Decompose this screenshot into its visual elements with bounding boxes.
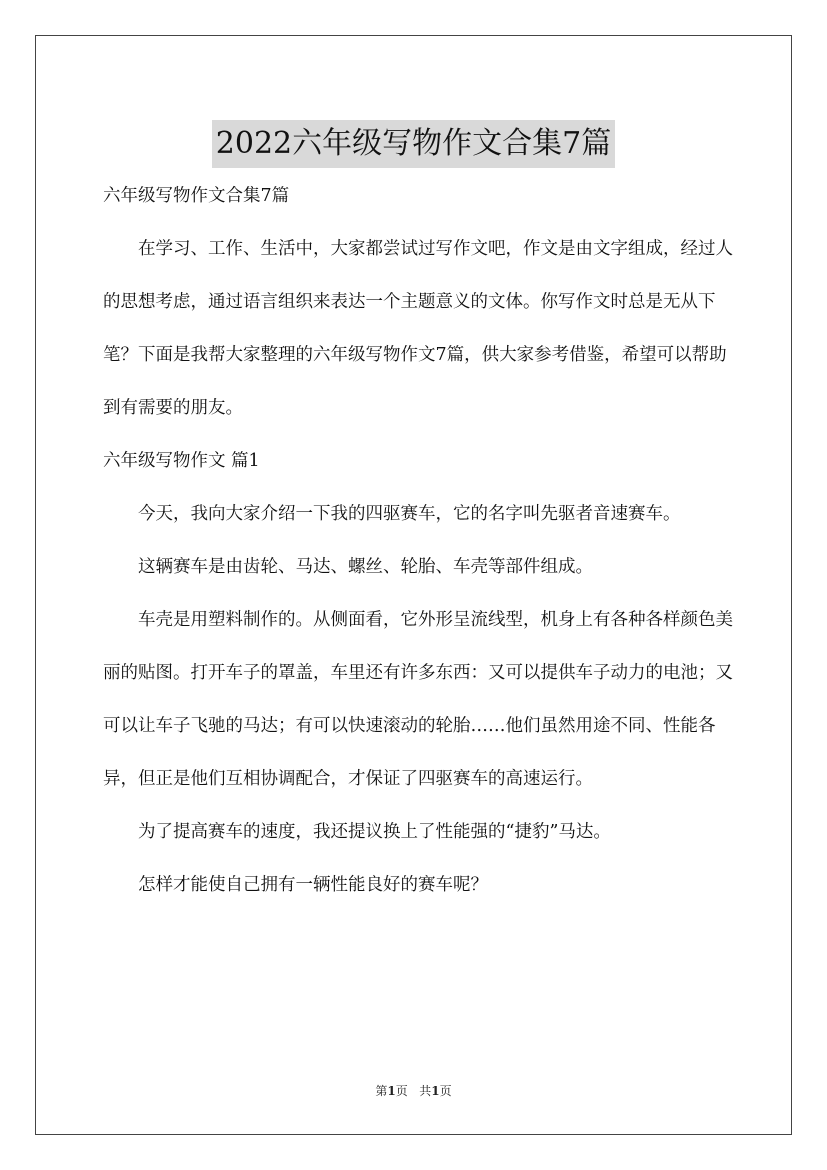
section-heading: 六年级写物作文 篇1: [103, 451, 260, 471]
document-title: 2022六年级写物作文合集7篇: [212, 120, 615, 168]
document-body: [103, 170, 733, 912]
paragraph: 六年级写物作文合集7篇: [103, 186, 290, 206]
paragraph: 车壳是用塑料制作的。从侧面看，它外形呈流线型，机身上有各种各样颜色美丽的贴图。打开车子的罩盖，车里还有许多东西：又可以提供车子动力的电池；又可以让车子飞驰的马达；有可以快速滚动的轮胎……他们虽然用途不同、性能各异，但正是他们互相协调配合，才保证了四驱赛车的高速运行。: [103, 610, 733, 789]
page-prefix: 第: [375, 1084, 388, 1098]
page-footer: [0, 1083, 827, 1099]
page-suffix: 页: [395, 1084, 408, 1098]
total-suffix: 页: [439, 1084, 452, 1098]
paragraph: 为了提高赛车的速度，我还提议换上了性能强的“捷豹”马达。: [138, 822, 611, 842]
page-number: 1: [387, 1084, 396, 1098]
paragraph: 在学习、工作、生活中，大家都尝试过写作文吧，作文是由文字组成，经过人的思想考虑，通过语言组织来表达一个主题意义的文体。你写作文时总是无从下笔？下面是我帮大家整理的六年级写物作文7篇，供大家参考借鉴，希望可以帮助到有需要的朋友。: [103, 239, 733, 418]
paragraph: 这辆赛车是由齿轮、马达、螺丝、轮胎、车壳等部件组成。: [138, 557, 593, 577]
total-pages: 1: [431, 1084, 440, 1098]
paragraph: 怎样才能使自己拥有一辆性能良好的赛车呢？: [138, 875, 488, 895]
paragraph: 今天，我向大家介绍一下我的四驱赛车，它的名字叫先驱者音速赛车。: [138, 504, 681, 524]
total-prefix: 共: [419, 1084, 432, 1098]
